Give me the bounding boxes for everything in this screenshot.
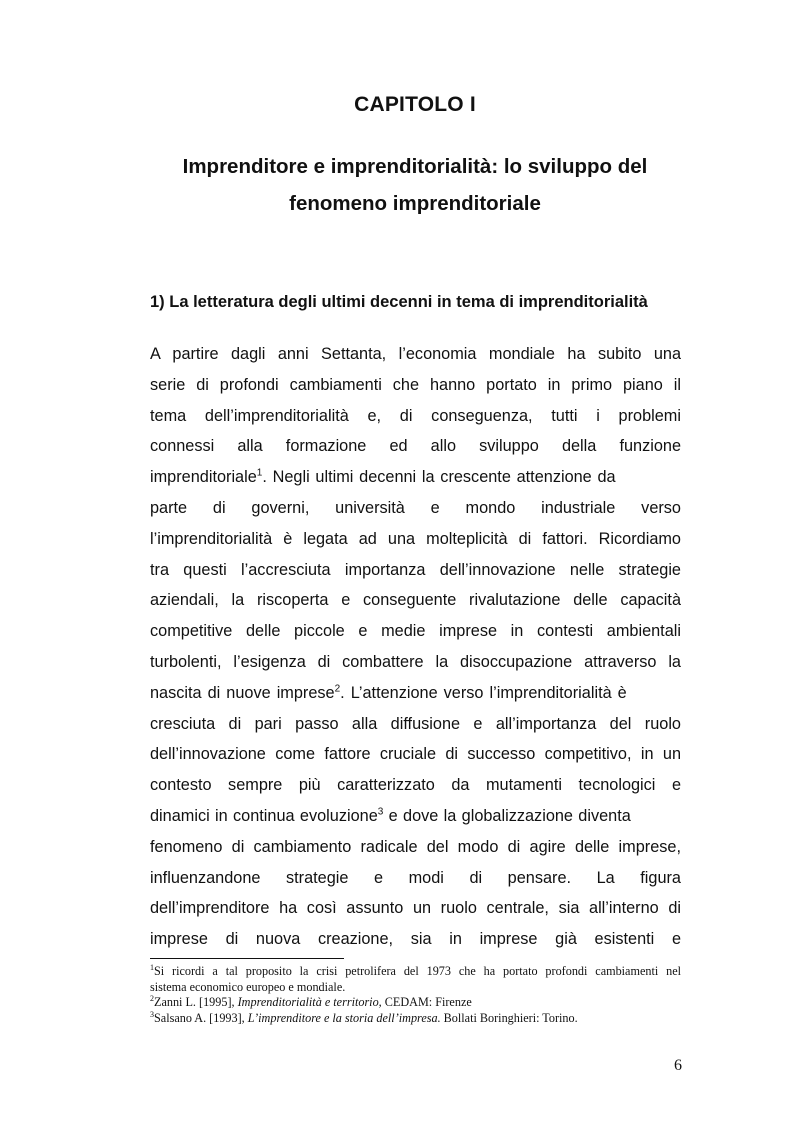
footnote-reference: 2	[334, 683, 341, 695]
body-line: A partire dagli anni Settanta, l’economia mondiale ha subito una	[150, 345, 681, 363]
footnote-text: CEDAM: Firenze	[381, 995, 472, 1009]
page-number: 6	[674, 1057, 682, 1074]
body-line	[150, 801, 681, 832]
footnote-line	[150, 964, 681, 980]
footnote-separator	[150, 958, 344, 959]
body-text-segment: . L’attenzione verso l’imprenditorialità è	[340, 683, 627, 702]
footnote-text: Salsano A. [1993],	[154, 1010, 248, 1025]
chapter-label: CAPITOLO I	[354, 93, 476, 116]
footnote-book-title: L’imprenditore e la storia dell’impresa.	[247, 1010, 441, 1025]
footnote-reference: 1	[256, 467, 263, 479]
footnote-text: Zanni L. [1995],	[154, 995, 238, 1009]
section-heading: 1) La letteratura degli ultimi decenni in tema di imprenditorialità	[150, 293, 648, 311]
footnotes	[150, 964, 681, 1026]
body-line: influenzandone strategie e modi di pensare. La figura	[150, 868, 681, 887]
body-text-segment: . Negli ultimi decenni la crescente attenzione da	[262, 468, 616, 487]
body-line: dell’imprenditore ha così assunto un ruolo centrale, sia all’interno di	[150, 899, 681, 918]
body-line	[150, 678, 681, 709]
body-text-segment: e dove la globalizzazione diventa	[383, 806, 631, 825]
body-text-segment: dinamici in continua evoluzione	[150, 806, 378, 825]
body-line: fenomeno di cambiamento radicale del modo di agire delle imprese,	[150, 837, 681, 856]
body-line: turbolenti, l’esigenza di combattere la disoccupazione attraverso la	[150, 652, 681, 671]
footnote-text: Bollati Boringhieri: Torino.	[440, 1010, 578, 1025]
footnote-mark: 2	[150, 993, 154, 1003]
body-line: tra questi l’accresciuta importanza dell’innovazione nelle strategie	[150, 560, 681, 579]
body-line: parte di governi, università e mondo industriale verso	[150, 498, 681, 517]
footnote-mark: 3	[150, 1009, 154, 1019]
body-text-segment: imprenditoriale	[150, 468, 257, 487]
body-line: connessi alla formazione ed allo sviluppo della funzione	[150, 437, 681, 456]
body-line: cresciuta di pari passo alla diffusione e all’importanza del ruolo	[150, 714, 681, 733]
footnote	[150, 1011, 681, 1027]
body-line: tema dell’imprenditorialità e, di conseguenza, tutti i problemi	[150, 406, 681, 425]
body-line: dell’innovazione come fattore cruciale di successo competitivo, in un	[150, 745, 681, 764]
chapter-title-line: fenomeno imprenditoriale	[289, 192, 541, 215]
body-line: aziendali, la riscoperta e conseguente rivalutazione delle capacità	[150, 591, 681, 610]
footnote-book-title: Imprenditorialità e territorio,	[237, 995, 382, 1009]
footnote-text: Si ricordi a tal proposito la crisi petrolifera del 1973 che ha portato profondi cambiamenti nel	[154, 964, 681, 978]
footnote-reference: 3	[377, 806, 384, 818]
body-line	[150, 462, 681, 493]
body-line: l’imprenditorialità è legata ad una molteplicità di fattori. Ricordiamo	[150, 529, 681, 548]
footnote	[150, 995, 681, 1011]
chapter-title-line: Imprenditore e imprenditorialità: lo sviluppo del	[182, 155, 648, 178]
chapter-title	[150, 148, 680, 222]
body-text	[150, 339, 681, 955]
footnote-line: sistema economico europeo e mondiale.	[150, 979, 346, 994]
body-line: competitive delle piccole e medie imprese in contesti ambientali	[150, 622, 681, 641]
footnote-mark: 1	[150, 962, 154, 972]
body-line: contesto sempre più caratterizzato da mutamenti tecnologici e	[150, 776, 681, 795]
footnote	[150, 964, 681, 995]
body-line: imprese di nuova creazione, sia in imprese già esistenti e	[150, 930, 681, 949]
body-text-segment: nascita di nuove imprese	[150, 683, 335, 702]
body-line: serie di profondi cambiamenti che hanno portato in primo piano il	[150, 375, 681, 394]
